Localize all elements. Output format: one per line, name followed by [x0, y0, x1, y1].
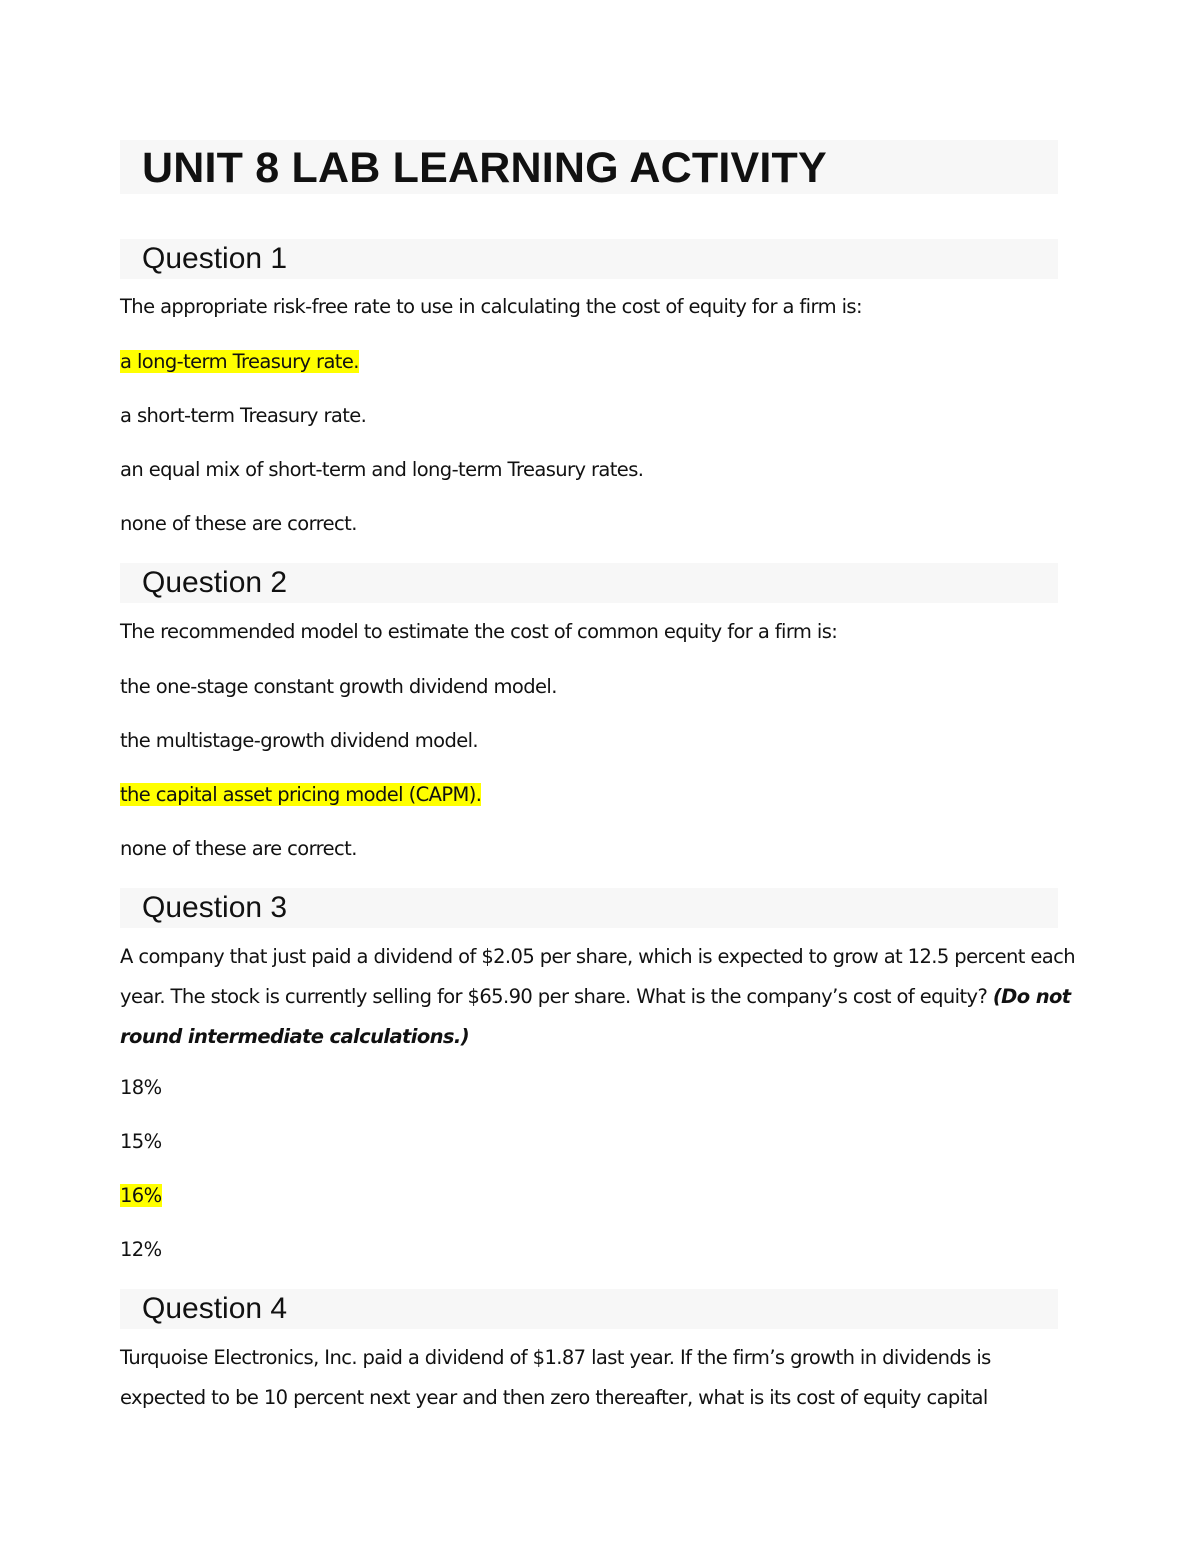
question-3-option-3 — [120, 1176, 1080, 1216]
question-2-prompt: The recommended model to estimate the cost of common equity for a firm is: — [120, 620, 838, 643]
question-3-prompt-text: A company that just paid a dividend of $2.05 per share, which is expected to grow at 12.5 percent each year. The stock is currently selling for $65.90 per share. What is the company’s cost of equity? — [120, 945, 1076, 1008]
question-2-option-1: the one-stage constant growth dividend model. — [120, 675, 557, 698]
question-2-option-3-highlight: the capital asset pricing model (CAPM). — [120, 783, 482, 806]
question-1-option-1 — [120, 342, 1080, 382]
question-3-prompt-emphasis: (Do not round intermediate calculations.) — [120, 985, 1071, 1048]
question-4-heading: Question 4 — [142, 1292, 288, 1325]
question-3-option-1: 18% — [120, 1076, 162, 1099]
question-3-option-4: 12% — [120, 1238, 162, 1261]
question-3-option-3-highlight: 16% — [120, 1184, 162, 1207]
question-1-prompt: The appropriate risk-free rate to use in calculating the cost of equity for a firm is: — [120, 295, 862, 318]
question-3-heading: Question 3 — [142, 891, 288, 924]
question-4-prompt: Turquoise Electronics, Inc. paid a dividend of $1.87 last year. If the firm’s growth in dividends is expected to be 10 percent next year and then zero thereafter, what is its cost of equity capital — [120, 1346, 991, 1409]
question-1-option-3: an equal mix of short-term and long-term Treasury rates. — [120, 458, 644, 481]
document-title: UNIT 8 LAB LEARNING ACTIVITY — [142, 144, 827, 192]
question-2-option-2: the multistage-growth dividend model. — [120, 729, 479, 752]
question-1-heading: Question 1 — [142, 242, 288, 275]
question-3-prompt — [120, 937, 1075, 1057]
question-1-option-2: a short-term Treasury rate. — [120, 404, 367, 427]
question-1-option-4: none of these are correct. — [120, 512, 357, 535]
question-2-heading: Question 2 — [142, 566, 288, 599]
question-1-option-1-highlight: a long-term Treasury rate. — [120, 350, 359, 373]
question-2-option-3 — [120, 775, 1080, 815]
question-2-option-4: none of these are correct. — [120, 837, 357, 860]
question-3-option-2: 15% — [120, 1130, 162, 1153]
